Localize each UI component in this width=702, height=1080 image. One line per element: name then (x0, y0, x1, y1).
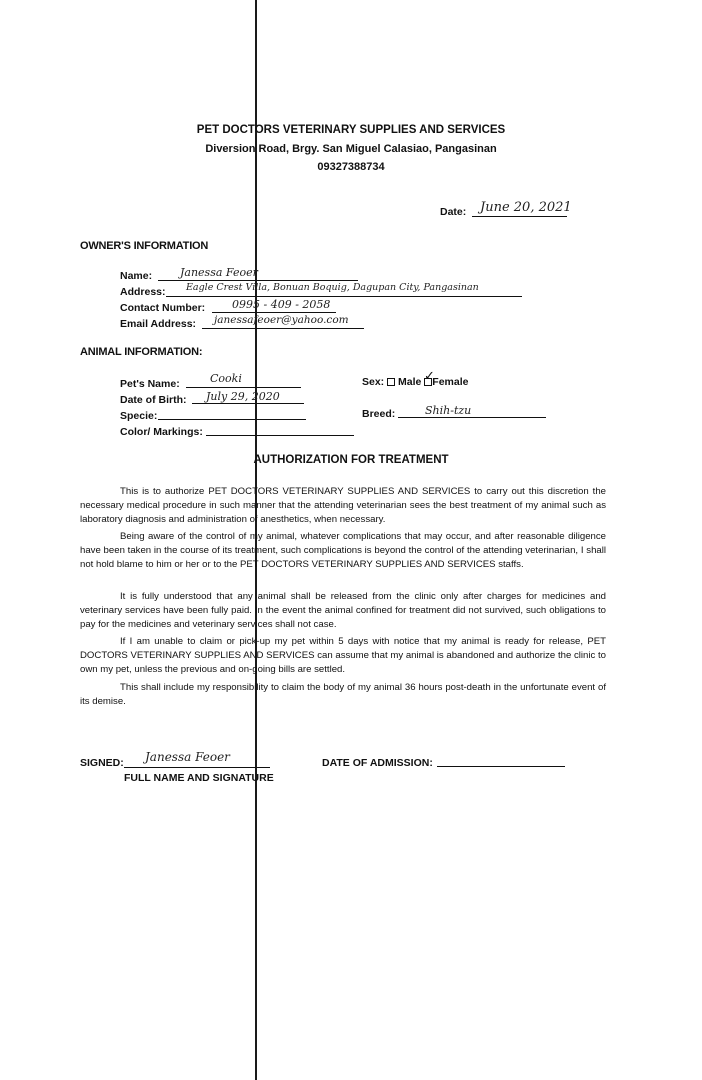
pet-name-line (186, 387, 301, 388)
breed-line (398, 417, 546, 418)
contact-label: Contact Number: (120, 302, 206, 314)
color-markings-line (206, 435, 354, 436)
dob-label: Date of Birth: (120, 394, 187, 406)
male-option: Male (398, 376, 422, 388)
admission-label: DATE OF ADMISSION: (322, 757, 433, 769)
email-line (202, 328, 364, 329)
date-value: June 20, 2021 (480, 200, 572, 215)
date-line (472, 216, 567, 217)
female-option: Female (432, 376, 469, 388)
admission-line (437, 766, 565, 767)
clinic-address: Diversion Road, Brgy. San Miguel Calasiao, Pangasinan (205, 143, 497, 155)
authorization-paragraph-5: This shall include my responsibility to claim the body of my animal 36 hours post-death in the unfortunate event of its demise. (80, 682, 606, 708)
owner-address-label: Address: (120, 286, 166, 298)
pet-name-label: Pet's Name: (120, 378, 180, 390)
clinic-phone: 09327388734 (317, 161, 385, 173)
authorization-paragraph-4: If I am unable to claim or pick-up my pet within 5 days with notice that my animal is ready for release, PET DOCTORS VETERINARY SUPPLIES AND SERVICES can assume that my animal is abandoned and authorize the clinic to own my pet, unless the previous and on-going bills are settled. (80, 636, 606, 676)
signed-label: SIGNED: (80, 757, 124, 769)
specie-line (158, 419, 306, 420)
owner-section-title: OWNER'S INFORMATION (80, 240, 209, 252)
signature-line (124, 767, 270, 768)
owner-name-value: Janessa Feoer (180, 266, 258, 279)
specie-label: Specie: (120, 410, 158, 422)
male-checkbox (387, 378, 395, 386)
authorization-paragraph-2: Being aware of the control of my animal, whatever complications that may occur, and after reasonable diligence have been taken in the course of its treatment, such complications is beyond the control of the attending veterinarian, I shall not hold blame to him or her or to the PET DOCTORS VETERINARY SUPPLIES AND SERVICES staffs. (80, 531, 606, 571)
email-label: Email Address: (120, 318, 197, 330)
animal-section-title: ANIMAL INFORMATION: (80, 346, 203, 358)
female-checkmark-icon: ✓ (424, 368, 435, 383)
email-value: janessafeoer@yahoo.com (214, 314, 349, 326)
contact-value: 0995 - 409 - 2058 (232, 298, 331, 311)
dob-line (192, 403, 304, 404)
owner-name-label: Name: (120, 270, 153, 282)
dob-value: July 29, 2020 (206, 390, 280, 403)
clinic-name: PET DOCTORS VETERINARY SUPPLIES AND SERVICES (196, 124, 506, 136)
authorization-paragraph-1: This is to authorize PET DOCTORS VETERINARY SUPPLIES AND SERVICES to carry out this discretion the necessary medical procedure in such manner that the attending veterinarian sees the best treatment of my animal such as laboratory diagnosis and administration of anesthetics, when necessary. (80, 486, 606, 526)
owner-address-line (166, 296, 522, 297)
date-label: Date: (440, 206, 467, 218)
sex-label: Sex: (362, 376, 385, 388)
color-markings-label: Color/ Markings: (120, 426, 203, 438)
owner-name-line (158, 280, 358, 281)
owner-address-value: Eagle Crest Villa, Bonuan Boquig, Dagupan City, Pangasinan (186, 282, 479, 293)
signature-value: Janessa Feoer (145, 750, 230, 764)
authorization-title: AUTHORIZATION FOR TREATMENT (253, 454, 449, 466)
authorization-paragraph-3: It is fully understood that any animal shall be released from the clinic only after charges for medicines and veterinary services have been fully paid. In the event the animal confined for treatment did not survived, such obligations to pay for the medicines and veterinary services shall not case. (80, 591, 606, 631)
breed-label: Breed: (362, 408, 396, 420)
pet-name-value: Cooki (210, 372, 242, 385)
sex-field (362, 376, 468, 388)
breed-value: Shih-tzu (425, 404, 472, 417)
signature-caption: FULL NAME AND SIGNATURE (124, 772, 274, 784)
